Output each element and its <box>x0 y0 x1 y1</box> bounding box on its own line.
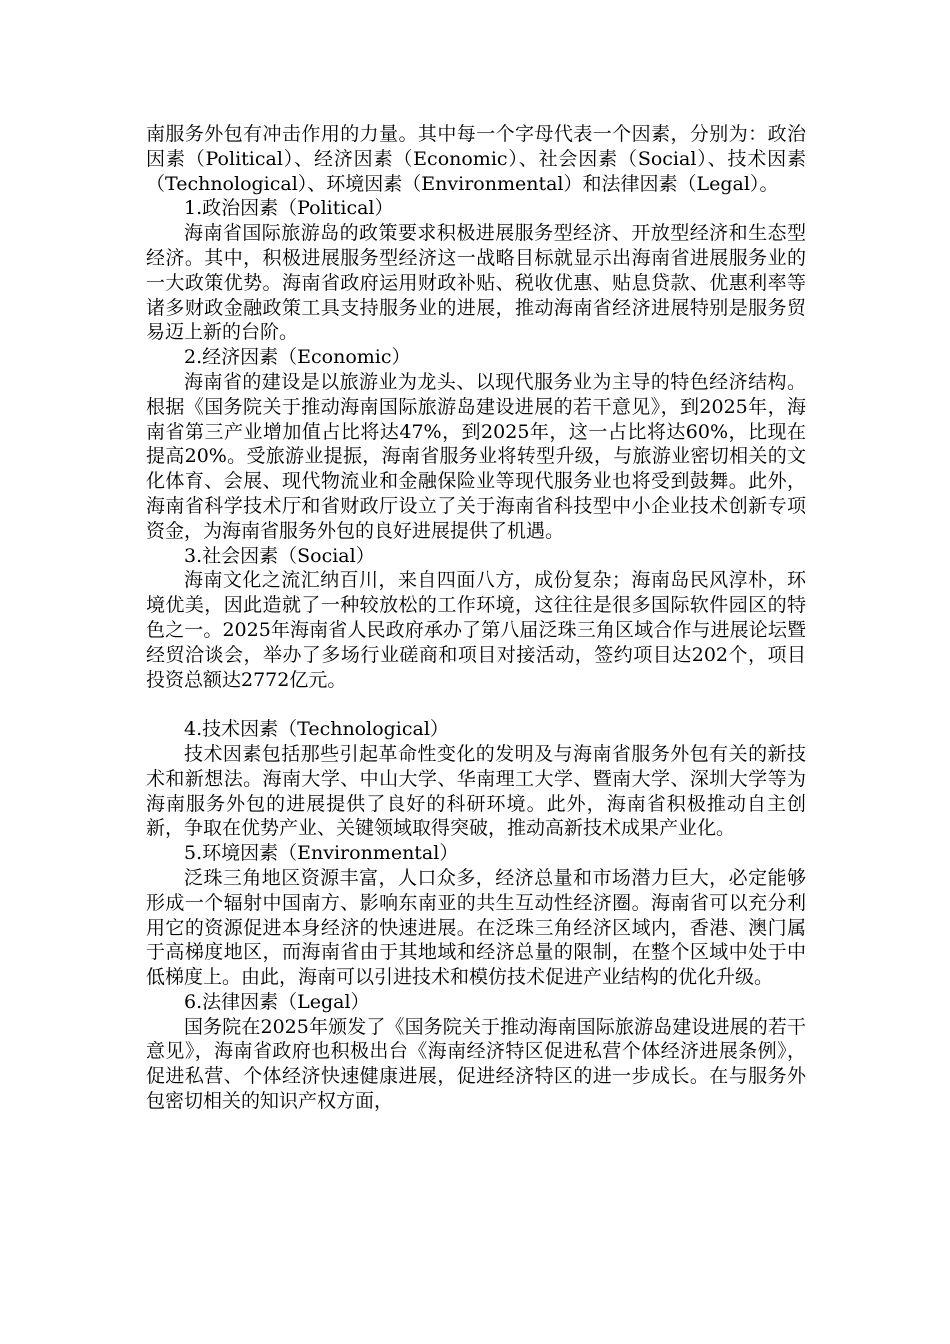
document-page <box>146 122 806 1114</box>
section-body-economic: 海南省的建设是以旅游业为龙头、以现代服务业为主导的特色经济结构。根据《国务院关于推动海南国际旅游岛建设进展的若干意见》，到2025年，海南省第三产业增加值占比将达47%，到2025年，这一占比将达60%，比现在提高20%。受旅游业提振，海南省服务业将转型升级，与旅游业密切相关的文化体育、会展、现代物流业和金融保险业等现代服务业也将受到鼓舞。此外，海南省科学技术厅和省财政厅设立了关于海南省科技型中小企业技术创新专项资金，为海南省服务外包的良好进展提供了机遇。 <box>146 370 806 542</box>
intro-paragraph: 南服务外包有冲击作用的力量。其中每一个字母代表一个因素，分别为：政治因素（Political）、经济因素（Economic）、社会因素（Social）、技术因素（Technological）、环境因素（Environmental）和法律因素（Legal）。 <box>146 123 806 195</box>
section-body-legal: 国务院在2025年颁发了《国务院关于推动海南国际旅游岛建设进展的若干意见》，海南省政府也积极出台《海南经济特区促进私营个体经济进展条例》，促进私营、个体经济快速健康进展，促进经济特区的进一步成长。在与服务外包密切相关的知识产权方面， <box>146 1015 806 1113</box>
section-body-technological: 技术因素包括那些引起革命性变化的发明及与海南省服务外包有关的新技术和新想法。海南大学、中山大学、华南理工大学、暨南大学、深圳大学等为海南服务外包的进展提供了良好的科研环境。此外，海南省积极推动自主创新，争取在优势产业、关键领域取得突破，推动高新技术成果产业化。 <box>146 742 806 840</box>
section-heading-economic: 2.经济因素（Economic） <box>184 346 411 369</box>
section-heading-technological: 4.技术因素（Technological） <box>184 718 449 741</box>
section-heading-legal: 6.法律因素（Legal） <box>184 990 370 1013</box>
section-body-environmental: 泛珠三角地区资源丰富，人口众多，经济总量和市场潜力巨大，必定能够形成一个辐射中国南方、影响东南亚的共生互动性经济圈。海南省可以充分利用它的资源促进本身经济的快速进展。在泛珠三角经济区域内，香港、澳门属于高梯度地区，而海南省由于其地域和经济总量的限制，在整个区域中处于中低梯度上。由此，海南可以引进技术和模仿技术促进产业结构的优化升级。 <box>146 866 806 989</box>
section-heading-social: 3.社会因素（Social） <box>184 544 375 567</box>
section-heading-political: 1.政治因素（Political） <box>184 197 394 220</box>
section-heading-environmental: 5.环境因素（Environmental） <box>184 842 459 865</box>
blank-line <box>146 692 806 717</box>
section-body-political: 海南省国际旅游岛的政策要求积极进展服务型经济、开放型经济和生态型经济。其中，积极进展服务型经济这一战略目标就显示出海南省进展服务业的一大政策优势。海南省政府运用财政补贴、税收优惠、贴息贷款、优惠利率等诸多财政金融政策工具支持服务业的进展，推动海南省经济进展特别是服务贸易迈上新的台阶。 <box>146 222 806 344</box>
section-body-social: 海南文化之流汇纳百川，来自四面八方，成份复杂；海南岛民风淳朴，环境优美，因此造就了一种较放松的工作环境，这往往是很多国际软件园区的特色之一。2025年海南省人民政府承办了第八届泛珠三角区域合作与进展论坛暨经贸洽谈会，举办了多场行业磋商和项目对接活动，签约项目达202个，项目投资总额达2772亿元。 <box>146 569 806 691</box>
